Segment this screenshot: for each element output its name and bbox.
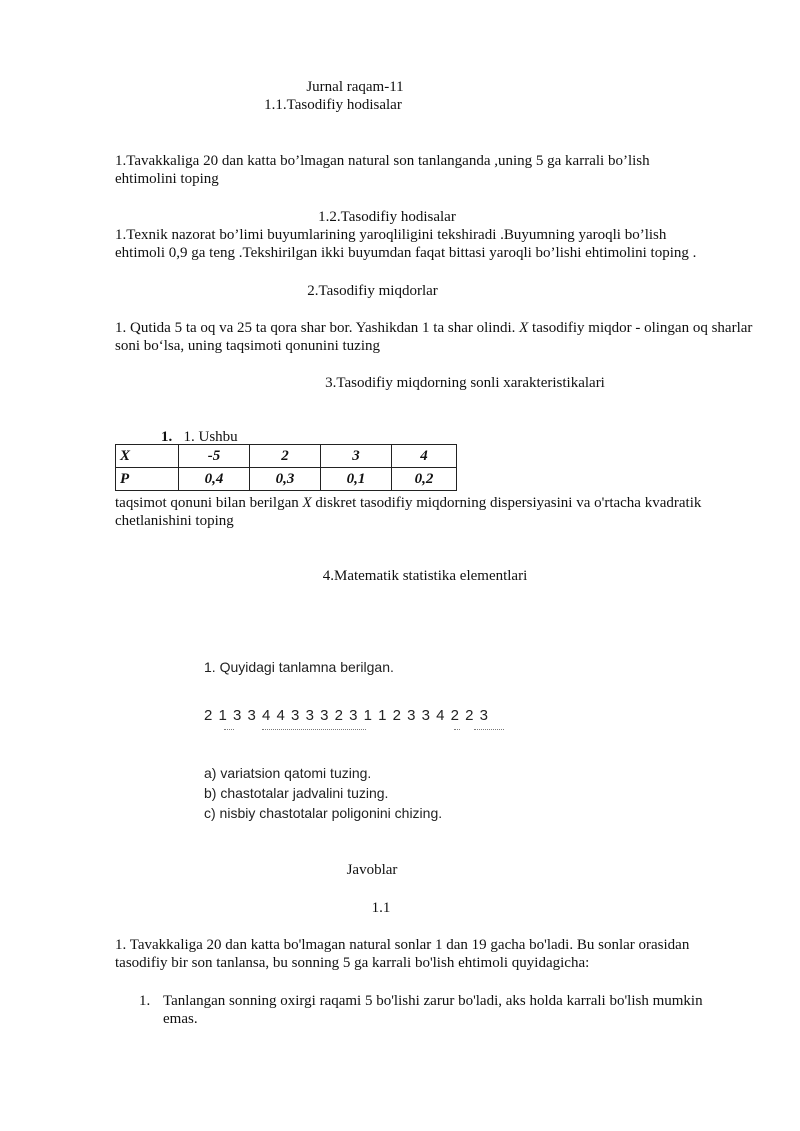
- scribble-mark: [262, 725, 366, 730]
- distribution-table: [115, 444, 457, 491]
- section-1-1-title: 1.1.Tasodifiy hodisalar: [264, 97, 402, 113]
- answers-subtitle: 1.1: [371, 900, 391, 916]
- table-cell: -5: [179, 445, 250, 468]
- problem-3-number: 1.: [161, 429, 173, 445]
- table-cell: 2: [250, 445, 321, 468]
- table-cell: 0,1: [321, 468, 392, 491]
- problem-2-text: [115, 319, 755, 355]
- table-cell: 0,2: [392, 468, 457, 491]
- problem-3-intro-text: 1. Ushbu: [183, 429, 238, 445]
- table-row-x: [116, 445, 457, 468]
- section-4-title: 4.Matematik statistika elementlari: [322, 568, 528, 584]
- table-cell: 0,4: [179, 468, 250, 491]
- problem-2-variable: X: [519, 320, 529, 336]
- problem-4-title: 1. Quyidagi tanlamna berilgan.: [204, 659, 394, 675]
- answer-item-1-text: Tanlangan sonning oxirgi raqami 5 bo'lishi zarur bo'ladi, aks holda karrali bo'lish mumkin emas.: [163, 993, 703, 1027]
- section-1-2-title: 1.2.Tasodifiy hodisalar: [318, 209, 456, 225]
- problem-3-after-text: [115, 494, 715, 530]
- problem-1-2-text: 1.Texnik nazorat bo’limi buyumlarining yaroqliligini tekshiradi .Buyumning yaroqli bo’lish ehtimoli 0,9 ga teng .Tekshirilgan ikki buyumdan faqat bittasi yaroqli bo’lishi ehtimolini toping .: [115, 227, 697, 261]
- problem-2-after: tasodifiy miqdor - olingan oq sharlar soni bo‘lsa, uning taqsimoti qonunini tuzing: [115, 320, 753, 354]
- table-cell: 3: [321, 445, 392, 468]
- problem-3-variable: X: [302, 495, 312, 511]
- scribble-mark: [224, 725, 234, 730]
- table-cell: 4: [392, 445, 457, 468]
- answer-item-1-number: 1.: [139, 993, 151, 1009]
- table-cell: 0,3: [250, 468, 321, 491]
- journal-title: Jurnal raqam-11: [306, 79, 404, 95]
- task-item-c: c) nisbiy chastotalar poligonini chizing.: [204, 805, 443, 821]
- section-3-title: 3.Tasodifiy miqdorning sonli xarakteristikalari: [325, 375, 605, 391]
- problem-3-after-before: taqsimot qonuni bilan berilgan: [115, 495, 303, 511]
- answer-paragraph: 1. Tavakkaliga 20 dan katta bo'lmagan natural sonlar 1 dan 19 gacha bo'ladi. Bu sonlar orasidan tasodifiy bir son tanlansa, bu sonning 5 ga karrali bo'lish ehtimoli quyidagicha:: [115, 937, 690, 971]
- problem-2-before: 1. Qutida 5 ta oq va 25 ta qora shar bor. Yashikdan 1 ta shar olindi.: [115, 320, 520, 336]
- task-item-b: b) chastotalar jadvalini tuzing.: [204, 785, 389, 801]
- answers-title: Javoblar: [346, 862, 398, 878]
- sample-sequence: 2 1 3 3 4 4 3 3 3 2 3 1 1 2 3 3 4 2 2 3: [204, 707, 490, 724]
- table-row-p: [116, 468, 457, 491]
- problem-3-after-rest: diskret tasodifiy miqdorning dispersiyasini va o'rtacha kvadratik chetlanishini toping: [115, 495, 702, 529]
- table-cell: P: [116, 468, 179, 491]
- task-item-a: a) variatsion qatomi tuzing.: [204, 765, 372, 781]
- scribble-mark: [474, 725, 504, 730]
- problem-1-1-text: 1.Tavakkaliga 20 dan katta bo’lmagan natural son tanlanganda ,uning 5 ga karrali bo’lish ehtimolini toping: [115, 153, 650, 187]
- scribble-mark: [454, 725, 460, 730]
- table-cell: X: [116, 445, 179, 468]
- section-2-title: 2.Tasodifiy miqdorlar: [307, 283, 438, 299]
